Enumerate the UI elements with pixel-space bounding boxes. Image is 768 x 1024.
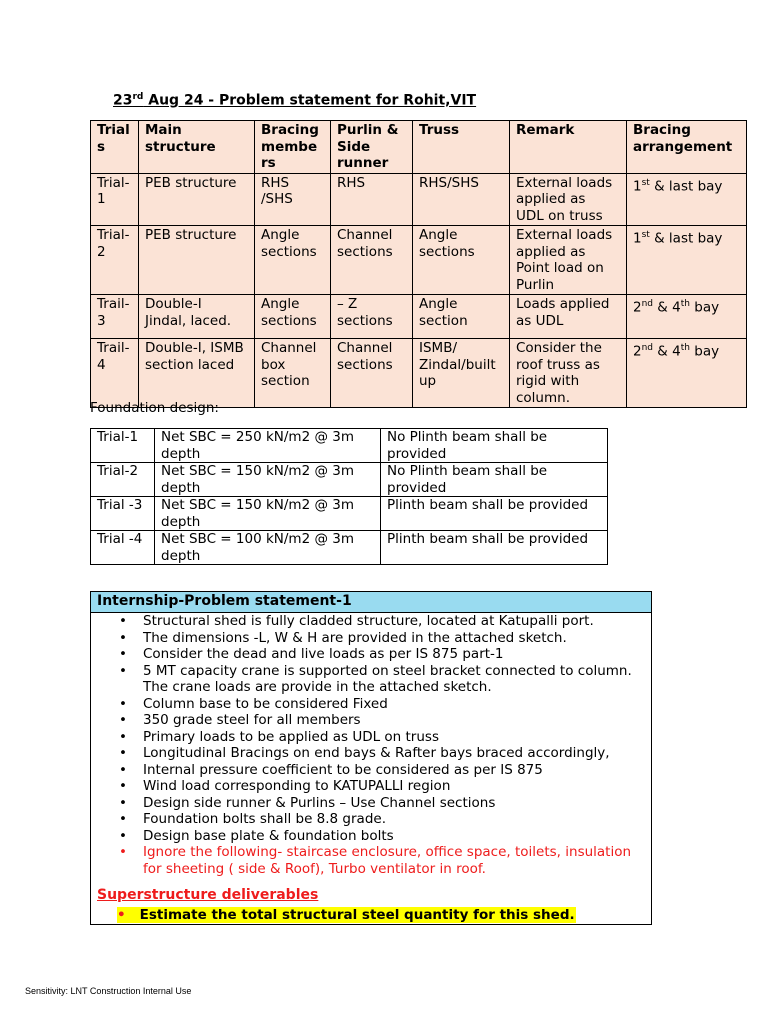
ignore-list-item: • Ignore the following- staircase enclosure, office space, toilets, insulation for sheeting ( side & Roof), Turbo ventilator in roof. xyxy=(119,844,632,877)
trial-cell: Trail- 3 xyxy=(91,295,139,339)
foundation-trial-cell: Trial -4 xyxy=(91,531,155,565)
list-item: • Primary loads to be applied as UDL on truss xyxy=(119,728,439,745)
bullet-icon: • xyxy=(119,646,127,662)
bullet-icon: • xyxy=(119,844,127,860)
bullet-icon: • xyxy=(119,629,127,646)
truss-cell: RHS/SHS xyxy=(413,173,510,226)
list-item: • 350 grade steel for all members xyxy=(119,712,361,728)
table-row xyxy=(91,339,747,408)
remark-cell: Loads applied as UDL xyxy=(510,295,627,339)
bracing-arrangement-cell: 1st & last bay xyxy=(627,173,747,226)
bracing-cell: Channel box section xyxy=(255,339,331,408)
foundation-sbc-cell: Net SBC = 100 kN/m2 @ 3m depth xyxy=(155,531,381,565)
remark-cell: External loads applied as UDL on truss xyxy=(510,173,627,226)
header-bracing-arrangement: Bracing arrangement xyxy=(627,121,747,174)
bullet-icon: • xyxy=(119,745,127,761)
list-item: • Internal pressure coefficient to be considered as per IS 875 xyxy=(119,761,543,778)
trial-cell: Trial- 2 xyxy=(91,226,139,295)
requirements-list xyxy=(91,613,651,877)
truss-cell: Angle section xyxy=(413,295,510,339)
table-row xyxy=(91,531,608,565)
bullet-icon: • xyxy=(119,761,127,778)
table-row xyxy=(91,173,747,226)
header-purlin-side-runner: Purlin & Side runner xyxy=(331,121,413,174)
foundation-table xyxy=(90,428,608,565)
list-item: • Structural shed is fully cladded structure, located at Katupalli port. xyxy=(119,613,594,629)
deliverable-item: • Estimate the total structural steel quantity for this shed. xyxy=(117,907,575,923)
list-item: • Consider the dead and live loads as per IS 875 part-1 xyxy=(119,646,504,662)
bullet-icon: • xyxy=(119,778,127,794)
bullet-icon: • xyxy=(119,662,127,679)
list-item: • Longitudinal Bracings on end bays & Rafter bays braced accordingly, xyxy=(119,745,610,761)
bullet-icon: • xyxy=(117,907,126,923)
table-row xyxy=(91,226,747,295)
main-structure-cell: Double-I, ISMB section laced xyxy=(139,339,255,408)
bracing-arrangement-cell: 1st & last bay xyxy=(627,226,747,295)
foundation-plinth-cell: Plinth beam shall be provided xyxy=(381,497,608,531)
foundation-sbc-cell: Net SBC = 250 kN/m2 @ 3m depth xyxy=(155,429,381,463)
list-item: • Design side runner & Purlins – Use Channel sections xyxy=(119,794,496,811)
remark-cell: External loads applied as Point load on Purlin xyxy=(510,226,627,295)
header-remark: Remark xyxy=(510,121,627,174)
page-title: 23rd Aug 24 - Problem statement for Rohit,VIT xyxy=(113,92,477,109)
main-structure-cell: Double-I Jindal, laced. xyxy=(139,295,255,339)
bullet-icon: • xyxy=(119,728,127,745)
main-structure-cell: PEB structure xyxy=(139,226,255,295)
truss-cell: ISMB/ Zindal/built up xyxy=(413,339,510,408)
trial-cell: Trail- 4 xyxy=(91,339,139,408)
purlin-cell: RHS xyxy=(331,173,413,226)
foundation-trial-cell: Trial-1 xyxy=(91,429,155,463)
foundation-plinth-cell: No Plinth beam shall be provided xyxy=(381,463,608,497)
foundation-trial-cell: Trial -3 xyxy=(91,497,155,531)
header-main-structure: Main structure xyxy=(139,121,255,174)
purlin-cell: Channel sections xyxy=(331,226,413,295)
foundation-plinth-cell: Plinth beam shall be provided xyxy=(381,531,608,565)
bracing-cell: Angle sections xyxy=(255,295,331,339)
list-item: • The dimensions -L, W & H are provided in the attached sketch. xyxy=(119,629,567,646)
bracing-arrangement-cell: 2nd & 4th bay xyxy=(627,339,747,408)
header-trials: Trial s xyxy=(91,121,139,174)
trial-cell: Trial- 1 xyxy=(91,173,139,226)
table-row xyxy=(91,429,608,463)
bullet-icon: • xyxy=(119,695,127,712)
internship-box xyxy=(90,591,652,925)
list-item: • Design base plate & foundation bolts xyxy=(119,827,394,844)
foundation-plinth-cell: No Plinth beam shall be provided xyxy=(381,429,608,463)
bullet-icon: • xyxy=(119,811,127,827)
table-row xyxy=(91,497,608,531)
trials-header-row xyxy=(91,121,747,174)
bullet-icon: • xyxy=(119,712,127,728)
table-row xyxy=(91,295,747,339)
purlin-cell: Channel sections xyxy=(331,339,413,408)
bracing-arrangement-cell: 2nd & 4th bay xyxy=(627,295,747,339)
foundation-design-label: Foundation design: xyxy=(90,400,219,416)
list-item: • Foundation bolts shall be 8.8 grade. xyxy=(119,811,386,827)
bullet-icon: • xyxy=(119,827,127,844)
main-structure-cell: PEB structure xyxy=(139,173,255,226)
bullet-icon: • xyxy=(119,794,127,811)
deliverables-heading: Superstructure deliverables xyxy=(97,887,319,903)
foundation-trial-cell: Trial-2 xyxy=(91,463,155,497)
internship-heading: Internship-Problem statement-1 xyxy=(91,592,651,613)
header-bracing-members: Bracing membe rs xyxy=(255,121,331,174)
header-truss: Truss xyxy=(413,121,510,174)
list-item: • Column base to be considered Fixed xyxy=(119,695,388,712)
foundation-sbc-cell: Net SBC = 150 kN/m2 @ 3m depth xyxy=(155,463,381,497)
bullet-icon: • xyxy=(119,613,127,629)
trials-table xyxy=(90,120,747,408)
list-item: • Wind load corresponding to KATUPALLI region xyxy=(119,778,451,794)
truss-cell: Angle sections xyxy=(413,226,510,295)
bracing-cell: Angle sections xyxy=(255,226,331,295)
list-item: • 5 MT capacity crane is supported on steel bracket connected to column. The crane loads are provide in the attached sketch. xyxy=(119,662,632,695)
purlin-cell: – Z sections xyxy=(331,295,413,339)
sensitivity-footer: Sensitivity: LNT Construction Internal Use xyxy=(25,986,192,996)
table-row xyxy=(91,463,608,497)
foundation-sbc-cell: Net SBC = 150 kN/m2 @ 3m depth xyxy=(155,497,381,531)
remark-cell: Consider the roof truss as rigid with column. xyxy=(510,339,627,408)
bracing-cell: RHS /SHS xyxy=(255,173,331,226)
